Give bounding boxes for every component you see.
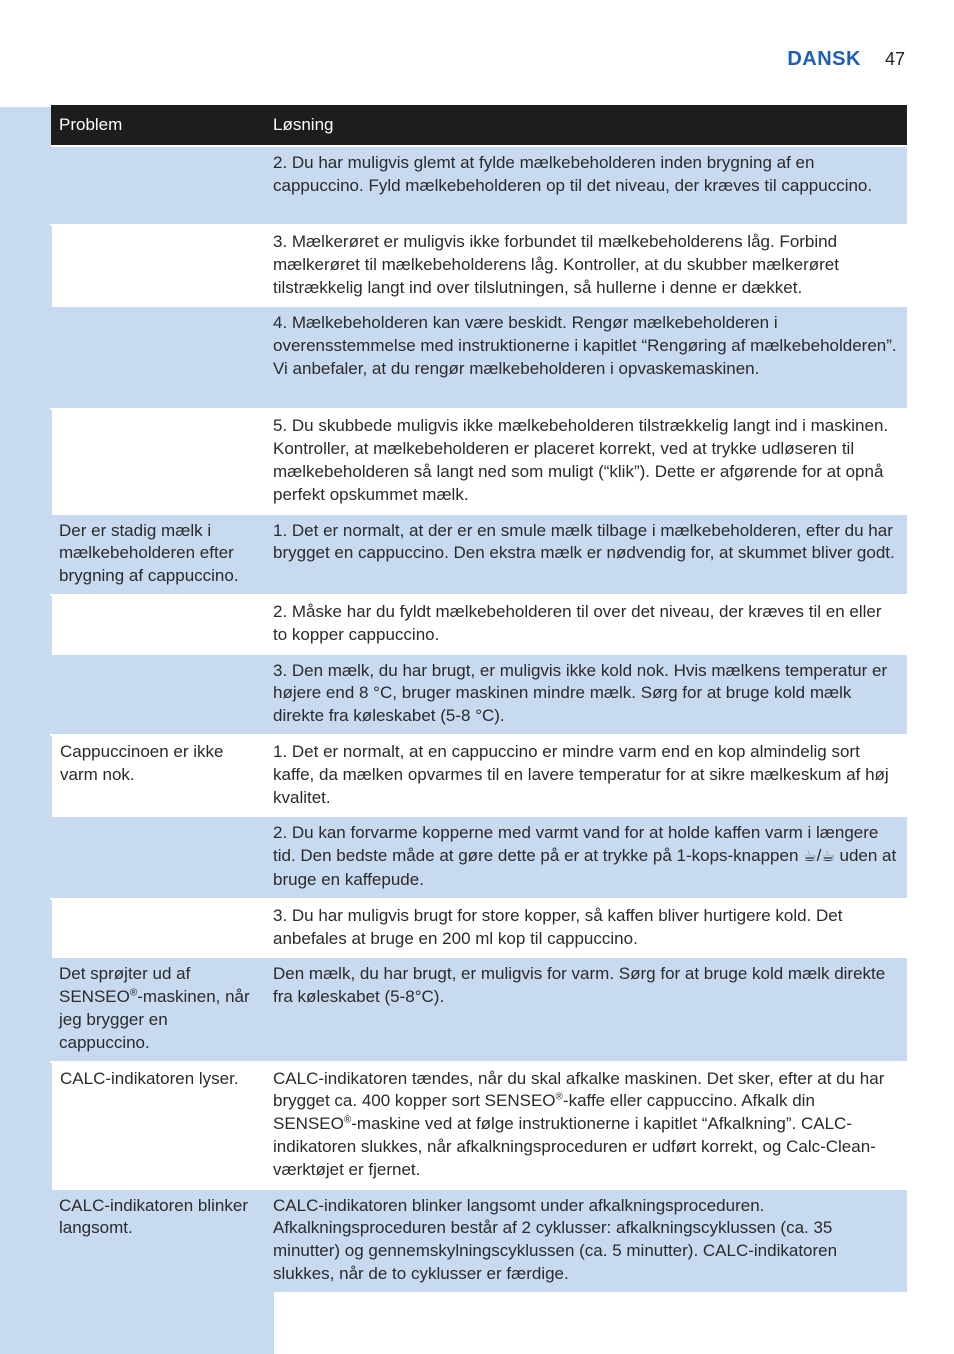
table-row: [51, 735, 907, 816]
solution-cell: 5. Du skubbede muligvis ikke mælkebeholderen tilstrækkelig langt ind i maskinen. Kontroller, at mælkebeholderen er placeret korrekt, ved at trykke udløseren til mælkebeholderen så langt ned som muligt (“klik”). Dette er afgørende for at opnå perfekt opskummet mælk.: [265, 409, 907, 513]
solution-cell: CALC-indikatoren blinker langsomt under afkalkningsproceduren. Afkalkningsproceduren består af 2 cyklusser: afkalkningscyklussen (ca. 35 minutter) og gennemskylningscyklussen (ca. 5 minutter). CALC-indikatoren slukkes, når de to cyklusser er færdige.: [265, 1189, 907, 1292]
problem-cell: CALC-indikatoren lyser.: [51, 1062, 265, 1189]
problem-cell: Der er stadig mælk i mælkebeholderen efter brygning af cappuccino.: [51, 514, 265, 595]
cup-icon: ☕: [821, 848, 835, 866]
solution-cell: [265, 1062, 907, 1189]
table-row: [51, 146, 907, 225]
problem-cell: Cappuccinoen er ikke varm nok.: [51, 735, 265, 816]
solution-text: uden at bruge en kaffepude.: [273, 846, 897, 889]
solution-cell: 4. Mælkebeholderen kan være beskidt. Rengør mælkebeholderen i overensstemmelse med instruktionerne i kapitlet “Rengøring af mælkebeholderen”. Vi anbefaler, at du rengør mælkebeholderen i opvaskemaskinen.: [265, 306, 907, 409]
solution-cell: Den mælk, du har brugt, er muligvis for varm. Sørg for at bruge kold mælk direkte fra køleskabet (5-8°C).: [265, 957, 907, 1061]
page-number: 47: [884, 49, 905, 69]
solution-cell: [265, 816, 907, 898]
solution-text: 2. Du kan forvarme kopperne med varmt vand for at holde kaffen varm i længere tid. Den bedste måde at gøre dette på er at trykke på 1-kops-knappen: [273, 823, 879, 866]
problem-cell: [51, 146, 265, 225]
solution-text: -maskine ved at følge instruktionerne i kapitlet “Afkalkning”. CALC-indikatoren slukkes, når afkalkningsproceduren er udført korrekt, og Calc-Clean-værktøjet er fjernet.: [273, 1114, 876, 1179]
table-row: [51, 225, 907, 306]
table-row: [51, 957, 907, 1061]
registered-mark: ®: [555, 1091, 563, 1103]
problem-cell: [51, 899, 265, 958]
problem-text: Det sprøjter ud af SENSEO: [59, 964, 191, 1007]
solution-cell: 2. Måske har du fyldt mælkebeholderen til over det niveau, der kræves til en eller to kopper cappuccino.: [265, 595, 907, 654]
registered-mark: ®: [343, 1114, 352, 1126]
problem-cell: [51, 409, 265, 513]
one-cup-icon: ☕: [803, 848, 817, 866]
table-row: [51, 1062, 907, 1189]
problem-cell: [51, 595, 265, 654]
column-header-problem: Problem: [51, 105, 265, 146]
table-row: [51, 514, 907, 595]
solution-cell: 3. Du har muligvis brugt for store kopper, så kaffen bliver hurtigere kold. Det anbefales at bruge en 200 ml kop til cappuccino.: [265, 899, 907, 958]
table-row: [51, 816, 907, 898]
table-row: [51, 595, 907, 654]
solution-cell: 1. Det er normalt, at en cappuccino er mindre varm end en kop almindelig sort kaffe, da mælken opvarmes til en lavere temperatur for at sikre mælkeskum af høj kvalitet.: [265, 735, 907, 816]
table-row: [51, 1189, 907, 1292]
table-header-row: [51, 105, 907, 146]
problem-cell: [51, 225, 265, 306]
table-row: [51, 654, 907, 735]
problem-text: -maskinen, når jeg brygger en cappuccino.: [59, 987, 250, 1052]
problem-cell: [51, 306, 265, 409]
icon-separator: /: [816, 846, 822, 866]
table-row: [51, 306, 907, 409]
registered-mark: ®: [129, 987, 138, 999]
solution-cell: 2. Du har muligvis glemt at fylde mælkebeholderen inden brygning af en cappuccino. Fyld mælkebeholderen op til det niveau, der kræves til cappuccino.: [265, 146, 907, 225]
problem-cell: [51, 654, 265, 735]
column-header-solution: Løsning: [265, 105, 907, 146]
solution-cell: 3. Den mælk, du har brugt, er muligvis ikke kold nok. Hvis mælkens temperatur er højere end 8 °C, bruger maskinen mindre mælk. Sørg for at bruge kold mælk direkte fra køleskabet (5-8 °C).: [265, 654, 907, 735]
page-header: [787, 48, 905, 71]
solution-text: -kaffe eller cappuccino. Afkalk din SENSEO: [273, 1091, 815, 1134]
language-label: DANSK: [787, 48, 861, 70]
problem-cell: CALC-indikatoren blinker langsomt.: [51, 1189, 265, 1292]
table-row: [51, 409, 907, 513]
solution-cell: 3. Mælkerøret er muligvis ikke forbundet til mælkebeholderens låg. Forbind mælkerøret til mælkebeholderens låg. Kontroller, at du skubber mælkerøret tilstrækkelig langt ind over tilslutningen, så hullerne i denne er dækket.: [265, 225, 907, 306]
solution-cell: 1. Det er normalt, at der er en smule mælk tilbage i mælkebeholderen, efter du har brygget en cappuccino. Den ekstra mælk er nødvendig for, at skummet bliver godt.: [265, 514, 907, 595]
table-row: [51, 899, 907, 958]
solution-text: CALC-indikatoren tændes, når du skal afkalke maskinen. Det sker, efter at du har brygget ca. 400 kopper sort SENSEO: [273, 1068, 885, 1111]
problem-cell: [51, 957, 265, 1061]
troubleshooting-table: [50, 105, 907, 1292]
problem-cell: [51, 816, 265, 898]
